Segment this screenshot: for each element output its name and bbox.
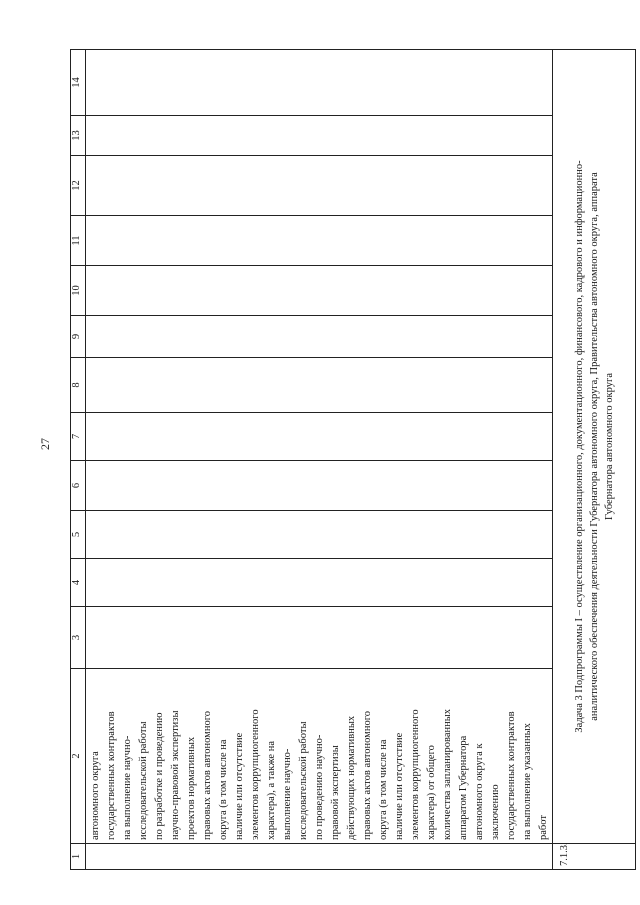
rotated-table-sheet bbox=[70, 50, 630, 870]
desc-line: научно-правовой экспертизы bbox=[170, 710, 181, 840]
desc-line: количества запланированных bbox=[442, 708, 453, 840]
desc-line: наличие или отсутствие bbox=[234, 732, 245, 840]
desc-line: по проведению научно- bbox=[314, 734, 325, 840]
value-cell bbox=[86, 607, 553, 669]
desc-line: исследовательской работы bbox=[138, 721, 149, 840]
col-header: 2 bbox=[71, 669, 86, 844]
row-number bbox=[86, 844, 553, 870]
table-row bbox=[86, 50, 553, 870]
desc-line: аппаратом Губернатора bbox=[458, 735, 469, 840]
value-cell bbox=[86, 50, 553, 116]
col-header: 5 bbox=[71, 511, 86, 559]
desc-line: работ bbox=[538, 815, 549, 840]
indicators-table bbox=[70, 49, 636, 870]
value-cell bbox=[86, 559, 553, 607]
col-header: 8 bbox=[71, 358, 86, 413]
desc-line: элементов коррупциогенного bbox=[410, 709, 421, 840]
value-cell bbox=[86, 216, 553, 266]
desc-line: действующих нормативных bbox=[346, 715, 357, 840]
desc-line: правовых актов автономного bbox=[362, 711, 373, 840]
col-header: 12 bbox=[71, 156, 86, 216]
task-number: 7.1.3. bbox=[553, 844, 636, 870]
desc-line: исследовательской работы bbox=[298, 721, 309, 840]
value-cell bbox=[86, 413, 553, 461]
task-line: аналитического обеспечения деятельности Губернатора автономного округа, Правительства автономного округа, аппарата bbox=[588, 172, 600, 721]
desc-line: автономного округа bbox=[90, 751, 101, 840]
desc-line: выполнение научно- bbox=[282, 748, 293, 840]
desc-line: проектов нормативных bbox=[186, 736, 197, 840]
col-header: 4 bbox=[71, 559, 86, 607]
desc-line: округа (в том числе на bbox=[218, 739, 229, 840]
desc-line: по разработке и проведению bbox=[154, 712, 165, 840]
value-cell bbox=[86, 316, 553, 358]
task-description bbox=[553, 50, 636, 844]
desc-line: правовой экспертизы bbox=[330, 745, 341, 840]
col-header: 1 bbox=[71, 844, 86, 870]
desc-line: заключению bbox=[490, 784, 501, 840]
col-header: 14 bbox=[71, 50, 86, 116]
col-header: 3 bbox=[71, 607, 86, 669]
col-header: 10 bbox=[71, 266, 86, 316]
col-header: 9 bbox=[71, 316, 86, 358]
task-line: Задача 3 Подпрограммы I – осуществление организационного, документационного, финансового, кадрового и информационно- bbox=[573, 160, 585, 733]
col-header: 7 bbox=[71, 413, 86, 461]
desc-line: округа (в том числе на bbox=[378, 739, 389, 840]
value-cell bbox=[86, 511, 553, 559]
desc-line: характера) от общего bbox=[426, 745, 437, 840]
desc-line: государственных контрактов bbox=[106, 711, 117, 840]
col-header: 13 bbox=[71, 116, 86, 156]
task-line: Губернатора автономного округа bbox=[603, 373, 615, 520]
value-cell bbox=[86, 461, 553, 511]
value-cell bbox=[86, 266, 553, 316]
value-cell bbox=[86, 156, 553, 216]
desc-line: на выполнение указанных bbox=[522, 723, 533, 840]
desc-line: характера), а также на bbox=[266, 741, 277, 840]
page-number: 27 bbox=[38, 438, 52, 450]
indicator-description bbox=[86, 669, 553, 844]
value-cell bbox=[86, 358, 553, 413]
value-cell bbox=[86, 116, 553, 156]
desc-line: государственных контрактов bbox=[506, 711, 517, 840]
desc-line: на выполнение научно- bbox=[122, 735, 133, 840]
task-row bbox=[553, 50, 636, 870]
col-header: 6 bbox=[71, 461, 86, 511]
desc-line: наличие или отсутствие bbox=[394, 732, 405, 840]
desc-line: правовых актов автономного bbox=[202, 711, 213, 840]
desc-line: элементов коррупциогенного bbox=[250, 709, 261, 840]
header-row bbox=[71, 50, 86, 870]
desc-line: автономного округа к bbox=[474, 743, 485, 840]
col-header: 11 bbox=[71, 216, 86, 266]
